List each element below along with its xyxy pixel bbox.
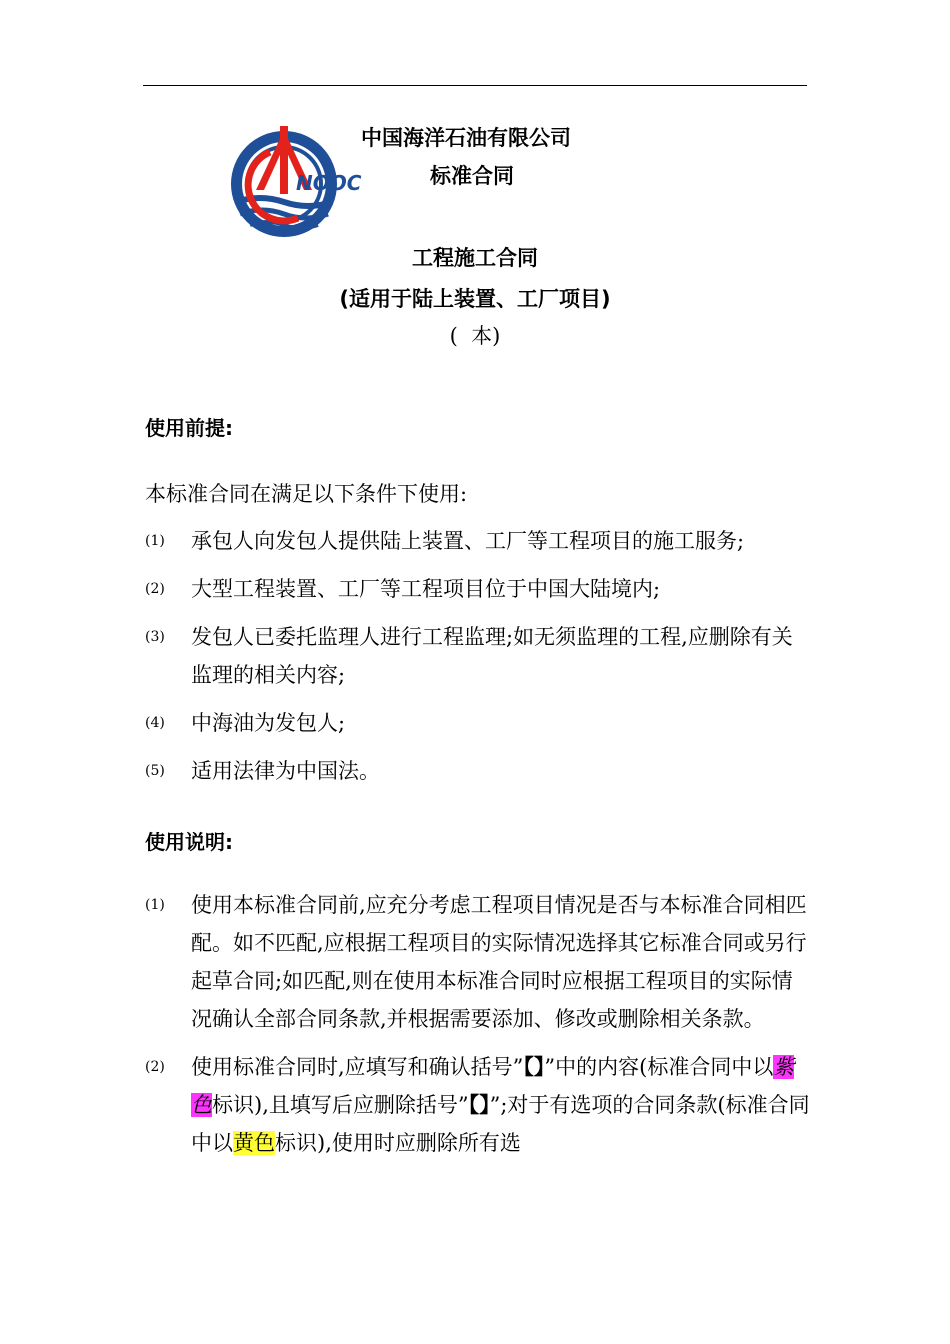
company-name: 中国海洋石油有限公司 xyxy=(361,126,571,150)
text-segment: ”;对于有选项的合同条款(标准合同中以 xyxy=(191,1093,810,1155)
text-segment: ”中的内容(标准合同中以 xyxy=(544,1055,774,1079)
prerequisites-heading: 使用前提: xyxy=(145,416,233,440)
item-number: (4) xyxy=(145,715,165,731)
top-rule xyxy=(143,85,807,86)
instructions-heading: 使用说明: xyxy=(145,830,233,854)
item-number: (1) xyxy=(145,897,165,913)
document-subtitle: (适用于陆上装置、工厂项目) xyxy=(339,287,611,311)
yellow-highlight-label: 黄色 xyxy=(233,1131,275,1155)
bracket-symbol: 【】 xyxy=(468,1093,490,1117)
item-text: 承包人向发包人提供陆上装置、工厂等工程项目的施工服务; xyxy=(191,529,745,553)
item-number: (2) xyxy=(145,581,165,597)
item-text xyxy=(191,1048,810,1162)
item-text: 发包人已委托监理人进行工程监理;如无须监理的工程,应删除有关监理的相关内容; xyxy=(191,625,793,687)
bracket-symbol: 【】 xyxy=(523,1055,545,1079)
edition-label: ( 本) xyxy=(449,324,501,348)
purple-highlight-label: 紫色 xyxy=(191,1055,795,1117)
text-segment: 标识),且填写后应删除括号” xyxy=(212,1093,469,1117)
item-number: (5) xyxy=(145,763,165,779)
list-item xyxy=(145,522,810,560)
logo-text: NOOC xyxy=(296,171,362,195)
item-number: (1) xyxy=(145,533,165,549)
item-text: 中海油为发包人; xyxy=(191,711,346,735)
text-segment: 使用标准合同时,应填写和确认括号” xyxy=(191,1055,524,1079)
item-number: (2) xyxy=(145,1059,165,1075)
list-item xyxy=(145,618,810,694)
prerequisites-intro: 本标准合同在满足以下条件下使用: xyxy=(145,482,468,506)
cnooc-logo xyxy=(226,124,362,240)
item-number: (3) xyxy=(145,629,165,645)
prerequisites-list xyxy=(145,522,810,800)
item-text: 大型工程装置、工厂等工程项目位于中国大陆境内; xyxy=(191,577,661,601)
item-text: 适用法律为中国法。 xyxy=(191,759,380,783)
item-text: 使用本标准合同前,应充分考虑工程项目情况是否与本标准合同相匹配。如不匹配,应根据工程项目的实际情况选择其它标准合同或另行起草合同;如匹配,则在使用本标准合同时应根据工程项目的实际情况确认全部合同条款,并根据需要添加、修改或删除相关条款。 xyxy=(191,893,807,1031)
contract-type: 标准合同 xyxy=(430,164,514,188)
text-segment: 标识),使用时应删除所有选 xyxy=(275,1131,521,1155)
list-item xyxy=(145,886,810,1038)
list-item xyxy=(145,1048,810,1162)
list-item xyxy=(145,704,810,742)
list-item xyxy=(145,752,810,790)
document-title: 工程施工合同 xyxy=(412,246,538,270)
list-item xyxy=(145,570,810,608)
instructions-list xyxy=(145,886,810,1172)
